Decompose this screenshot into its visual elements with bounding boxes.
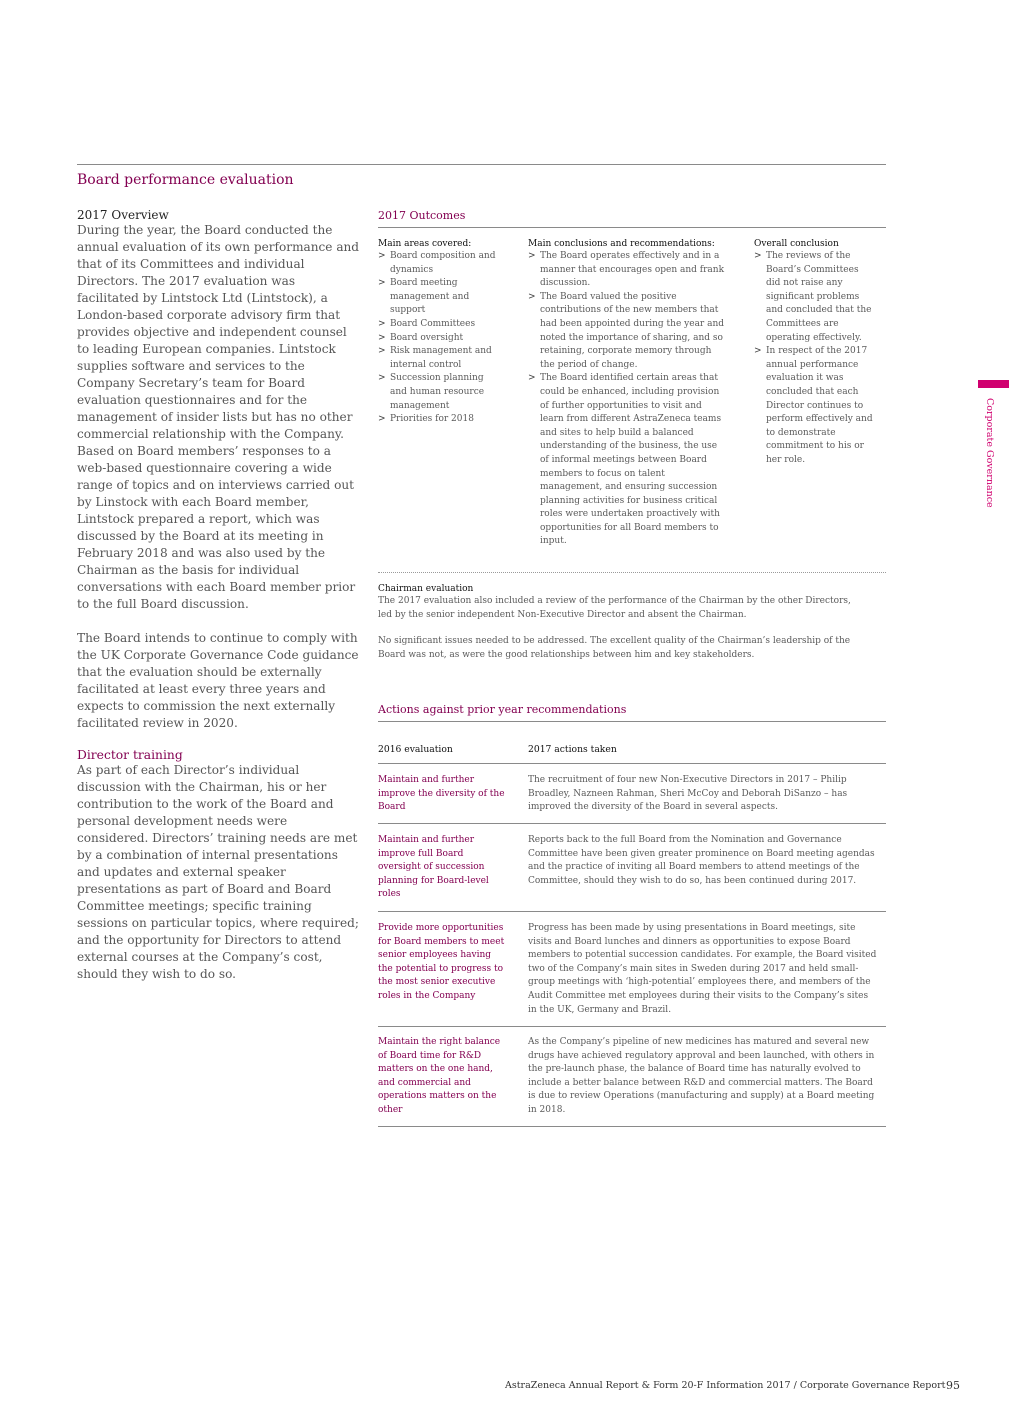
table-row-divider [378,911,886,912]
overview-title: 2017 Overview [77,208,169,222]
chevron-right-icon: > [528,291,536,302]
chevron-right-icon: > [378,318,386,329]
list-item: > Risk management and internal control [378,346,492,370]
chevron-right-icon: > [378,332,386,343]
chevron-right-icon: > [528,373,536,384]
list-item: > The reviews of the Board’s Committees did not raise any significant problems and concluded that the Committees are operating effectively. [754,251,872,343]
outcomes-overall [754,239,874,468]
actions-title: Actions against prior year recommendations [378,703,627,716]
overview-paragraph-1: During the year, the Board conducted the annual evaluation of its own performance and that of its Committees and individual Directors. The 2017 evaluation was facilitated by Lintstock Ltd (Lintstock), a London-based corporate advisory firm that provides objective and independent counsel to leading European companies. Lintstock supplies software and services to the Company Secretary’s team for Board evaluation questionnaires and for the management of insider lists but has no other commercial relationship with the Company. Based on Board members’ responses to a web-based questionnaire covering a wide range of topics and on interviews carried out by Linstock with each Board member, Lintstock prepared a report, which was discussed by the Board at its meeting in February 2018 and was also used by the Chairman as the basis for individual conversations with each Board member prior to the full Board discussion. [77,223,360,611]
chairman-divider [378,572,886,573]
chairman-paragraph-2: No significant issues needed to be addressed. The excellent quality of the Chairman’s leadership of the Board was not, as were the good relationships between him and key stakeholders. [378,636,851,660]
chevron-right-icon: > [378,278,386,289]
top-rule [77,164,886,165]
director-training-title: Director training [77,748,183,762]
chairman-paragraph-1: The 2017 evaluation also included a review of the performance of the Chairman by the other Directors, led by the senior independent Non-Executive Director and absent the Chairman. [378,596,851,620]
list-item: > Board composition and dynamics [378,251,496,275]
chevron-right-icon: > [528,251,536,261]
table-bottom-rule [378,1126,886,1127]
list-item: > The Board identified certain areas that could be enhanced, including provision of further opportunities to visit and learn from different AstraZeneca teams and sites to help build a balanced understanding of the business, the use of informal meetings between Board members to focus on talent management, and ensuring succession planning activities for business critical roles were undertaken proactively with opportunities for all Board members to input. [528,373,722,547]
chairman-evaluation [378,584,858,662]
table-header-actions: 2017 actions taken [528,744,617,755]
overview-paragraph-2: The Board intends to continue to comply with the UK Corporate Governance Code guidance that the evaluation should be externally facilitated at least every three years and expects to commission the next externally facilitated review in 2020. [77,631,359,730]
table-row-evaluation: Maintain the right balance of Board time for R&D matters on the one hand, and commercial and operations matters on the other [378,1037,501,1115]
list-item: > Board Committees [378,318,496,332]
table-header-evaluation: 2016 evaluation [378,744,453,755]
section-title: Board performance evaluation [77,172,294,188]
overall-heading: Overall conclusion [754,239,839,249]
chevron-right-icon: > [378,251,386,261]
list-item: > The Board valued the positive contributions of the new members that had been appointed during the year and noted the importance of sharing, and so retaining, corporate memory through the period of change. [528,291,725,370]
chevron-right-icon: > [754,346,762,357]
list-item: > The Board operates effectively and in a manner that encourages open and frank discussion. [528,251,725,289]
actions-rule [378,721,886,722]
chevron-right-icon: > [378,346,386,357]
list-item: > Succession planning and human resource management [378,373,485,411]
director-training-paragraph: As part of each Director’s individual discussion with the Chairman, his or her contribution to the work of the Board and personal development needs were considered. Directors’ training needs are met by a combination of internal presentations and updates and external speaker presentations as part of Board and Board Committee meetings; specific training sessions on particular topics, where required; and the opportunity for Directors to attend external courses at the Company’s cost, should they wish to do so. [77,763,359,981]
outcomes-conclusions [528,239,728,549]
table-row-divider [378,823,886,824]
side-section-label: Corporate Governance [984,398,995,508]
conclusions-heading: Main conclusions and recommendations: [528,239,715,249]
areas-list [378,250,496,427]
footer-text: AstraZeneca Annual Report & Form 20-F Information 2017 / Corporate Governance Report [505,1380,946,1391]
outcomes-areas [378,239,496,427]
table-row-action: Reports back to the full Board from the Nomination and Governance Committee have been given greater prominence on Board meeting agendas and the practice of inviting all Board members to attend meetings of the Committee, should they wish to do so, has been continued during 2017. [528,835,875,886]
table-row-action: As the Company’s pipeline of new medicines has matured and several new drugs have achieved regulatory approval and been launched, with others in the pre-launch phase, the balance of Board time has naturally evolved to include a better balance between R&D and commercial matters. The Board is due to review Operations (manufacturing and supply) at a Board meeting in 2018. [528,1037,875,1115]
table-row-evaluation: Provide more opportunities for Board members to meet senior employees having the potential to progress to the most senior executive roles in the Company [378,923,505,1001]
section-tab-marker [978,380,1009,388]
table-row-action: The recruitment of four new Non-Executive Directors in 2017 – Philip Broadley, Nazneen Rahman, Sheri McCoy and Deborah DiSanzo – has improved the diversity of the Board in several aspects. [528,775,848,813]
overall-list [754,250,874,468]
chevron-right-icon: > [378,414,386,425]
table-row-evaluation: Maintain and further improve the diversity of the Board [378,775,505,813]
chevron-right-icon: > [754,251,762,261]
left-column [77,208,360,983]
table-row-action: Progress has been made by using presentations in Board meetings, site visits and Board lunches and dinners as opportunities to expose Board members to potential succession candidates. For example, the Board visited two of the Company’s main sites in Sweden during 2017 and held small-group meetings with ‘high-potential’ employees there, and members of the Audit Committee met employees during their visits to the Company’s sites in the UK, Germany and Brazil. [528,923,877,1015]
list-item: > Priorities for 2018 [378,413,496,427]
list-item: > Board meeting management and support [378,278,470,316]
chevron-right-icon: > [378,373,386,384]
list-item: > In respect of the 2017 annual performance evaluation it was concluded that each Director continues to perform effectively and to demonstrate commitment to his or her role. [754,346,873,465]
outcomes-title: 2017 Outcomes [378,209,466,222]
page-number: 95 [946,1379,960,1392]
outcomes-rule [378,227,886,228]
areas-heading: Main areas covered: [378,239,472,249]
list-item: > Board oversight [378,332,496,346]
table-row-evaluation: Maintain and further improve full Board oversight of succession planning for Board-level roles [378,835,489,900]
table-header-rule [378,763,886,764]
conclusions-list [528,250,728,549]
table-row-divider [378,1026,886,1027]
chairman-heading: Chairman evaluation [378,584,474,594]
